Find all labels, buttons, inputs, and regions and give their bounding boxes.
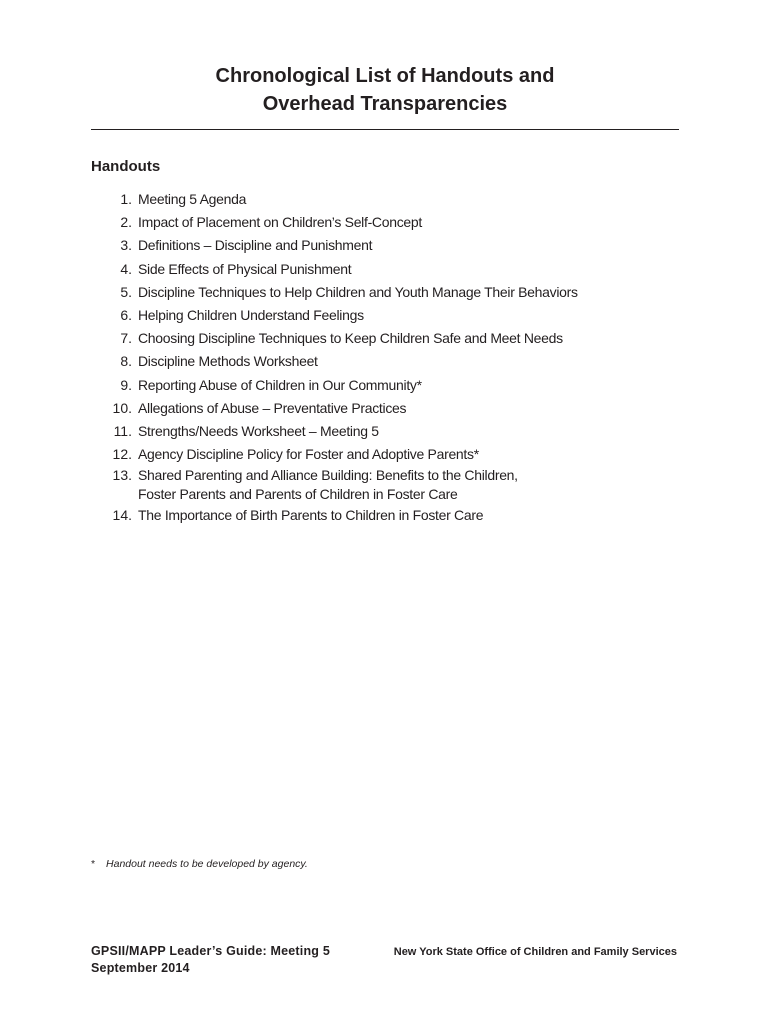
- footer-date: September 2014: [91, 961, 190, 975]
- list-item-number: 14.: [112, 507, 132, 524]
- list-item-text: Helping Children Understand Feelings: [138, 307, 364, 324]
- list-item-text: Side Effects of Physical Punishment: [138, 260, 352, 277]
- list-item-number: 13.: [112, 467, 132, 484]
- list-item-text-line-2: Foster Parents and Parents of Children in Foster Care: [138, 486, 458, 503]
- list-item: [91, 211, 691, 234]
- list-item: [91, 504, 691, 527]
- list-item: [91, 188, 691, 211]
- list-item-number: 2.: [120, 214, 132, 231]
- list-item-text: Discipline Methods Worksheet: [138, 353, 318, 370]
- footnote-marker: *: [91, 858, 96, 870]
- handouts-list: [91, 188, 691, 528]
- list-item-text: Discipline Techniques to Help Children and Youth Manage Their Behaviors: [138, 283, 578, 300]
- list-item: [91, 304, 691, 327]
- list-item: [91, 420, 691, 443]
- list-item-text: Allegations of Abuse – Preventative Practices: [138, 399, 407, 416]
- page-title-line-1: Chronological List of Handouts and: [215, 65, 555, 87]
- list-item: [91, 234, 691, 257]
- page-title: [91, 62, 679, 118]
- list-item: [91, 281, 691, 304]
- list-item-number: 6.: [120, 307, 132, 324]
- page-title-line-2: Overhead Transparencies: [262, 93, 508, 115]
- list-item-text: [132, 466, 518, 504]
- list-item: [91, 443, 691, 466]
- footnote: [91, 856, 308, 872]
- list-item-text: Impact of Placement on Children’s Self-Concept: [138, 214, 422, 231]
- list-item: [91, 397, 691, 420]
- list-item: [91, 466, 691, 504]
- list-item-text: Agency Discipline Policy for Foster and Adoptive Parents*: [138, 446, 479, 463]
- list-item-number: 12.: [112, 446, 132, 463]
- list-item-text: Strengths/Needs Worksheet – Meeting 5: [138, 423, 379, 440]
- list-item-number: 11.: [113, 423, 132, 440]
- list-item-number: 8.: [120, 353, 132, 370]
- footer-office-name: New York State Office of Children and Family Services: [393, 946, 677, 958]
- list-item: [91, 350, 691, 373]
- list-item: [91, 374, 691, 397]
- title-divider: [91, 129, 679, 130]
- list-item-number: 4.: [120, 260, 132, 277]
- list-item-text: Meeting 5 Agenda: [138, 191, 247, 207]
- list-item-text-line-1: Shared Parenting and Alliance Building: Benefits to the Children,: [138, 467, 518, 484]
- list-item-text: The Importance of Birth Parents to Children in Foster Care: [138, 507, 484, 524]
- list-item-text: Definitions – Discipline and Punishment: [138, 237, 373, 254]
- list-item: [91, 327, 691, 350]
- footnote-text: Handout needs to be developed by agency.: [106, 858, 308, 870]
- list-item-text: Reporting Abuse of Children in Our Community*: [138, 376, 422, 393]
- handouts-heading: Handouts: [91, 158, 161, 175]
- list-item-text: Choosing Discipline Techniques to Keep Children Safe and Meet Needs: [138, 330, 563, 347]
- list-item-number: 10.: [112, 399, 132, 416]
- footer-guide-info: [91, 943, 330, 977]
- list-item: [91, 258, 691, 281]
- list-item-number: 5.: [120, 283, 132, 300]
- list-item-number: 9.: [120, 376, 132, 393]
- footer-guide-title: GPSII/MAPP Leader’s Guide: Meeting 5: [91, 944, 330, 958]
- list-item-number: 1.: [120, 191, 132, 207]
- list-item-number: 7.: [120, 330, 132, 347]
- list-item-number: 3.: [120, 237, 132, 254]
